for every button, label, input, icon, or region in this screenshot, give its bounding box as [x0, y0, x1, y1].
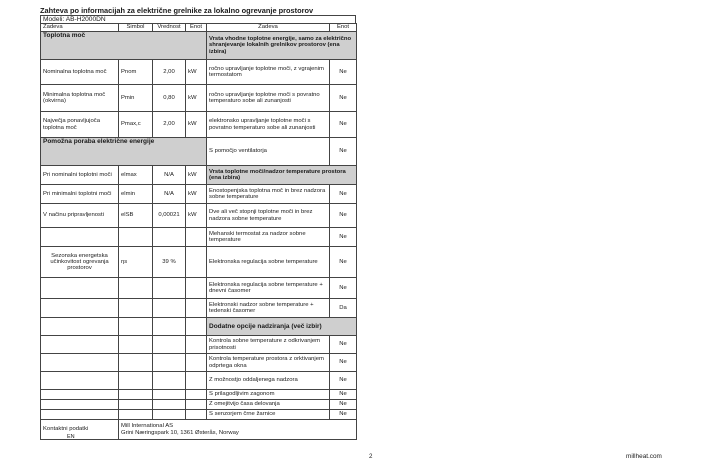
table-row	[41, 228, 357, 247]
row-label: Največja ponavljujoča toplotna moč	[41, 112, 119, 138]
contact-label-cell	[41, 420, 119, 440]
header-right-unit: Enot	[330, 24, 357, 32]
row-value: 2,00	[153, 112, 186, 138]
efficiency-symbol: ηs	[119, 247, 153, 278]
option-value: Ne	[330, 247, 357, 278]
efficiency-value: 39 %	[153, 247, 186, 278]
option-label: Elektronska regulacija sobne temperature + dnevni časomer	[207, 278, 330, 299]
control-section-title: Vrsta toplotne moči/nadzor temperature prostora (ena izbira)	[207, 166, 357, 185]
heat-output-section-title: Toplotna moč	[41, 32, 207, 60]
document-title: Zahteva po informacijah za električne grelnike za lokalno ogrevanje prostorov	[40, 6, 314, 15]
spec-table	[40, 23, 357, 440]
option-value: Da	[330, 299, 357, 318]
row-value: 2,00	[153, 60, 186, 85]
row-unit: kW	[186, 166, 207, 185]
option-value: Ne	[330, 138, 357, 166]
row-value: 0,00021	[153, 204, 186, 228]
option-value: Ne	[330, 112, 357, 138]
option-value: Ne	[330, 410, 357, 420]
table-row	[41, 278, 357, 299]
row-unit: kW	[186, 112, 207, 138]
table-row	[41, 336, 357, 354]
row-value: 0,80	[153, 85, 186, 112]
contact-label: Kontaktni podatki	[43, 426, 89, 433]
options-section-title: Dodatne opcije nadziranja (več izbir)	[207, 318, 357, 336]
row-value: N/A	[153, 166, 186, 185]
header-symbol: Simbol	[119, 24, 153, 32]
option-label: S pomočjo ventilatorja	[207, 138, 330, 166]
aux-section-title: Pomožna poraba električne energije	[41, 138, 207, 166]
row-symbol: elmax	[119, 166, 153, 185]
row-unit: kW	[186, 60, 207, 85]
option-label: elektronsko upravljanje toplotne moči s povratno temperaturo sobe ali zunanjosti	[207, 112, 330, 138]
page-number: 2	[369, 453, 373, 460]
option-label: ročno upravljanje toplotne moči, z vgrajenim termostatom	[207, 60, 330, 85]
option-label: Dve ali več stopnji toplotne moči in brez nadzora sobne temperature	[207, 204, 330, 228]
row-unit: kW	[186, 204, 207, 228]
contact-company: Mill International AS	[121, 423, 174, 430]
option-label: Z možnostjo oddaljenega nadzora	[207, 372, 330, 390]
row-unit: kW	[186, 85, 207, 112]
website-url: millheat.com	[626, 453, 662, 460]
option-value: Ne	[330, 60, 357, 85]
option-value: Ne	[330, 390, 357, 400]
table-row	[41, 247, 357, 278]
option-label: Elektronska regulacija sobne temperature	[207, 247, 330, 278]
table-row	[41, 60, 357, 85]
table-row	[41, 354, 357, 372]
row-label: V načinu pripravljenosti	[41, 204, 119, 228]
header-unit: Enot	[186, 24, 207, 32]
table-header-row	[41, 24, 357, 32]
table-row	[41, 32, 357, 60]
row-label: Pri minimalni toplotni moči	[41, 185, 119, 204]
row-symbol: Pnom	[119, 60, 153, 85]
option-value: Ne	[330, 372, 357, 390]
option-value: Ne	[330, 278, 357, 299]
header-feature: Zadeva	[41, 24, 119, 32]
contact-address: Grini Næringspark 10, 1361 Østerås, Norway	[121, 429, 239, 436]
option-value: Ne	[330, 228, 357, 247]
table-row	[41, 185, 357, 204]
header-value: Vrednost	[153, 24, 186, 32]
option-value: Ne	[330, 336, 357, 354]
efficiency-label: Sezonska energetska učinkovitost ogrevanja prostorov	[41, 247, 119, 278]
option-label: Elektronski nadzor sobne temperature + tedenski časomer	[207, 299, 330, 318]
table-row	[41, 85, 357, 112]
option-label: S prilagodljivim zagonom	[207, 390, 330, 400]
contact-row	[41, 420, 357, 440]
option-label: ročno upravljanje toplotne moči s povratno temperaturo sobe ali zunanjosti	[207, 85, 330, 112]
input-type-section-title: Vrsta vhodne toplotne energije, samo za električno shranjevanje lokalnih grelnikov prostorov (ena izbira)	[207, 32, 357, 60]
row-symbol: elSB	[119, 204, 153, 228]
table-row	[41, 166, 357, 185]
table-row	[41, 390, 357, 400]
row-symbol: Pmax,c	[119, 112, 153, 138]
row-value: N/A	[153, 185, 186, 204]
option-label: Kontrola sobne temperature z odkrivanjem prisotnosti	[207, 336, 330, 354]
option-label: Mehanski termostat za nadzor sobne temperature	[207, 228, 330, 247]
table-row	[41, 372, 357, 390]
contact-details	[119, 420, 357, 440]
option-value: Ne	[330, 400, 357, 410]
table-row	[41, 204, 357, 228]
row-label: Nominalna toplotna moč	[41, 60, 119, 85]
option-label: S senzorjem črne žarnice	[207, 410, 330, 420]
table-row	[41, 410, 357, 420]
row-symbol: Pmin	[119, 85, 153, 112]
table-row	[41, 400, 357, 410]
table-row	[41, 299, 357, 318]
option-label: Enostopenjska toplotna moč in brez nadzora sobne temperature	[207, 185, 330, 204]
table-row	[41, 138, 357, 166]
header-right-feature: Zadeva	[207, 24, 330, 32]
option-value: Ne	[330, 85, 357, 112]
option-value: Ne	[330, 185, 357, 204]
option-value: Ne	[330, 204, 357, 228]
table-row	[41, 318, 357, 336]
row-label: Minimalna toplotna moč (okvirna)	[41, 85, 119, 112]
option-label: Kontrola temperature prostora z orktivanjem odprtega okna	[207, 354, 330, 372]
model-line: Modeli: AB-H2000DN	[40, 15, 356, 23]
row-label: Pri nominalni toplotni moči	[41, 166, 119, 185]
language-tag: EN	[67, 433, 75, 440]
table-row	[41, 112, 357, 138]
option-label: Z omejitvijo časa delovanja	[207, 400, 330, 410]
option-value: Ne	[330, 354, 357, 372]
row-symbol: elmin	[119, 185, 153, 204]
row-unit: kW	[186, 185, 207, 204]
